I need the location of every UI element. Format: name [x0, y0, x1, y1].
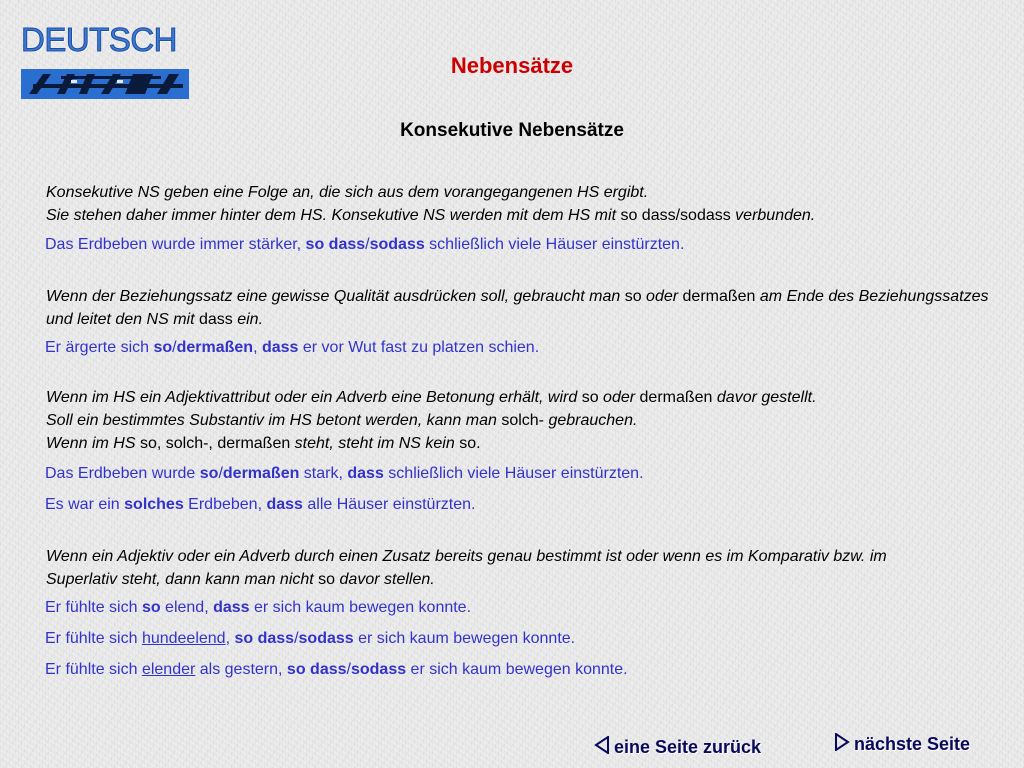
- conjunction: dass: [347, 465, 384, 482]
- rule-keyword: solch-: [501, 412, 545, 429]
- rule-text: Sie stehen daher immer hinter dem HS. Konsekutive NS werden mit dem HS mit: [46, 207, 621, 224]
- logo-wordmark: DEUTSCH: [21, 21, 178, 58]
- rule-keyword: dermaßen: [682, 288, 756, 305]
- conjunction: dermaßen: [222, 465, 300, 482]
- page-title: Nebensätze: [450, 53, 574, 78]
- previous-page-label: eine Seite zurück: [614, 737, 762, 757]
- section-subtitle: Konsekutive Nebensätze: [400, 120, 624, 141]
- example-sentence-1: Das Erdbeben wurde immer stärker, so dass/sodass schließlich viele Häuser einstürzten.: [45, 236, 685, 253]
- rule-text: verbunden.: [730, 207, 816, 224]
- example-sentence-7: Er fühlte sich elender als gestern, so dass/sodass er sich kaum bewegen konnte.: [45, 661, 628, 678]
- rule-paragraph-2: Wenn der Beziehungssatz eine gewisse Qualität ausdrücken soll, gebraucht man so oder dermaßen am Ende des Beziehungssatzes und leitet den NS mit dass ein.: [46, 288, 989, 328]
- rule-text: am Ende des Beziehungssatzes und leitet den NS mit: [46, 288, 989, 328]
- previous-page-button[interactable]: [594, 736, 761, 759]
- example-sentence-2: Er ärgerte sich so/dermaßen, dass er vor Wut fast zu platzen schien.: [45, 339, 540, 356]
- rule-text: Konsekutive NS geben eine Folge an, die sich aus dem vorangegangenen HS ergibt.: [46, 184, 649, 201]
- rule-keyword: so: [318, 571, 336, 588]
- conjunction: dermaßen: [176, 339, 254, 356]
- rule-keyword: so, solch-, dermaßen: [139, 435, 291, 452]
- conjunction: so dass: [234, 630, 295, 647]
- conjunction: so: [141, 599, 161, 616]
- rule-keyword: dass: [198, 311, 233, 328]
- rule-keyword: dermaßen: [639, 389, 713, 406]
- rule-text: Wenn der Beziehungssatz eine gewisse Qualität ausdrücken soll, gebraucht man: [46, 288, 625, 305]
- conjunction: so: [199, 465, 219, 482]
- conjunction: dass: [261, 339, 299, 356]
- rule-keyword: so: [624, 288, 642, 305]
- underlined-word: hundeelend: [141, 630, 226, 647]
- conjunction: sodass: [350, 661, 407, 678]
- conjunction: dass: [213, 599, 250, 616]
- next-page-label: nächste Seite: [854, 734, 971, 754]
- conjunction: sodass: [369, 236, 425, 253]
- example-sentence-6: Er fühlte sich hundeelend, so dass/sodass er sich kaum bewegen konnte.: [45, 630, 576, 647]
- conjunction: so: [153, 339, 173, 356]
- rule-keyword: so dass/sodass: [620, 207, 731, 224]
- example-sentence-4: Es war ein solches Erdbeben, dass alle Häuser einstürzten.: [45, 496, 476, 513]
- rule-paragraph-4: Wenn ein Adjektiv oder ein Adverb durch einen Zusatz bereits genau bestimmt ist oder wenn es im Komparativ bzw. im Superlativ steht, dann kann man nicht so davor stellen.: [46, 548, 887, 588]
- next-page-button[interactable]: [834, 733, 970, 756]
- triangle-left-icon: [594, 736, 610, 759]
- rule-keyword: so: [581, 389, 599, 406]
- triangle-right-icon: [834, 733, 850, 756]
- conjunction: dass: [266, 496, 303, 513]
- conjunction: so dass: [286, 661, 347, 678]
- conjunction: sodass: [298, 630, 354, 647]
- rule-paragraph-3: Wenn im HS ein Adjektivattribut oder ein Adverb eine Betonung erhält, wird so oder dermaßen davor gestellt. Soll ein bestimmtes Substantiv im HS betont werden, kann man solch- gebrauchen. Wenn im HS so, solch-, dermaßen steht, steht im NS kein so.: [46, 389, 817, 452]
- underlined-word: elender: [141, 661, 196, 678]
- example-sentence-5: Er fühlte sich so elend, dass er sich kaum bewegen konnte.: [45, 599, 472, 616]
- conjunction: so dass: [305, 236, 366, 253]
- rule-keyword: so.: [459, 435, 481, 452]
- conjunction: solches: [124, 496, 184, 513]
- rule-paragraph-1: [46, 181, 1011, 227]
- example-sentence-3: Das Erdbeben wurde so/dermaßen stark, dass schließlich viele Häuser einstürzten.: [45, 465, 644, 482]
